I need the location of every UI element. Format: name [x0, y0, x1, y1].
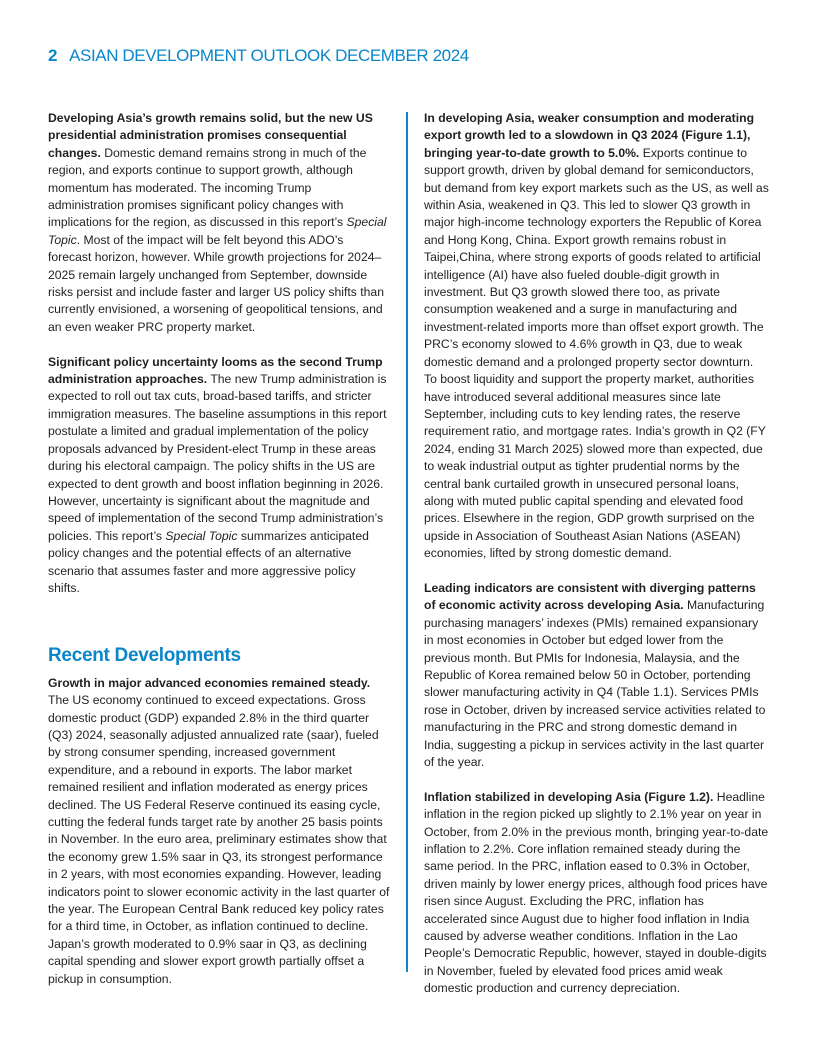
paragraph-lead: Significant policy uncertainty looms as the second Trump administration approaches. [48, 354, 383, 387]
paragraph-lead: Leading indicators are consistent with diverging patterns of economic activity across developing Asia. [424, 580, 756, 613]
paragraph-advanced-economies [48, 675, 390, 988]
running-header [48, 46, 469, 66]
paragraph-developing-asia-slowdown [424, 110, 769, 563]
paragraph-lead: Developing Asia’s growth remains solid, but the new US presidential administration promises consequential changes. [48, 111, 373, 160]
special-topic-ref: Special Topic [48, 215, 387, 247]
publication-title: ASIAN DEVELOPMENT OUTLOOK DECEMBER 2024 [69, 46, 469, 65]
column-divider [406, 112, 408, 972]
paragraph-text: Domestic demand remains strong in much of the region, and exports continue to support growth, although momentum has moderated. The incoming Trump administration promises significant policy changes with implications for the region, as discussed in this report’s [48, 145, 367, 230]
paragraph-lead: In developing Asia, weaker consumption and moderating export growth led to a slowdown in Q3 2024 (Figure 1.1), bringing year-to-date growth to 5.0%. [424, 111, 755, 160]
paragraph-leading-indicators [424, 580, 769, 771]
paragraph-growth-solid [48, 110, 390, 336]
paragraph-lead: Growth in major advanced economies remained steady. [48, 675, 371, 690]
right-column [424, 110, 769, 1015]
paragraph-text: summarizes anticipated policy changes and the potential effects of an alternative scenario that assumes faster and more aggressive policy shifts. [48, 528, 369, 595]
special-topic-ref: Special Topic [165, 528, 238, 543]
paragraph-text: Headline inflation in the region picked up slightly to 2.1% year on year in October, from 2.0% in the previous month, bringing year-to-date inflation to 2.2%. Core inflation remained steady during the same period. In the PRC, inflation eased to 0.3% in October, driven mainly by lower energy prices, although food prices have risen since August. Excluding the PRC, inflation has accelerated since August due to higher food inflation in India caused by adverse weather conditions. Inflation in the Lao People’s Democratic Republic, however, stayed in double-digits in November, fueled by elevated food prices amid weak domestic production and currency depreciation. [424, 789, 769, 996]
paragraph-lead: Inflation stabilized in developing Asia (Figure 1.2). [424, 789, 714, 804]
paragraph-text: The new Trump administration is expected to roll out tax cuts, broad-based tariffs, and stricter immigration measures. The baseline assumptions in this report postulate a limited and gradual implementation of the policy proposals advanced by President-elect Trump in these areas during his electoral campaign. The policy shifts in the US are expected to dent growth and boost inflation beginning in 2026. However, uncertainty is significant about the magnitude and speed of implementation of the second Trump administration’s policies. This report’s [48, 372, 387, 543]
paragraph-text: Manufacturing purchasing managers’ indexes (PMIs) remained expansionary in most economies in October but edged lower from the previous month. But PMIs for Indonesia, Malaysia, and the Republic of Korea remained below 50 in October, portending slower manufacturing activity in Q4 (Table 1.1). Services PMIs rose in October, driven by increased service activities related to manufacturing in the PRC and strong domestic demand in India, suggesting a pickup in services activity in the last quarter of the year. [424, 598, 766, 770]
paragraph-inflation [424, 789, 769, 998]
paragraph-text: Exports continue to support growth, driven by global demand for semiconductors, but demand from key export markets such as the US, as well as within Asia, weakened in Q3. This led to slower Q3 growth in major high-income technology exporters the Republic of Korea and Hong Kong, China. Export growth remains robust in Taipei,China, where strong exports of goods related to artificial intelligence (AI) have also fueled double-digit growth in investment. But Q3 growth slowed there too, as private consumption weakened and a surge in manufacturing and investment-related imports more than offset export growth. The PRC’s economy slowed to 4.6% growth in Q3, due to weak domestic demand and a prolonged property sector downturn. To boost liquidity and support the property market, authorities have introduced several additional measures since late September, including cuts to key lending rates, the reserve requirement ratio, and mortgage rates. India’s growth in Q2 (FY 2024, ending 31 March 2025) slowed more than expected, due to weak industrial output as tighter prudential norms by the central bank curtailed growth in unsecured personal loans, along with muted public capital spending and elevated food prices. Elsewhere in the region, GDP growth surprised on the upside in Association of Southeast Asian Nations (ASEAN) economies, lifted by strong domestic demand. [424, 145, 769, 561]
page-number: 2 [48, 46, 58, 65]
section-heading: Recent Developments [48, 644, 241, 666]
paragraph-policy-uncertainty [48, 354, 390, 598]
paragraph-text: . Most of the impact will be felt beyond this ADO’s forecast horizon, however. While growth projections for 2024–2025 remain largely unchanged from September, downside risks persist and include faster and larger US policy shifts than currently envisioned, a worsening of geopolitical tensions, and an even weaker PRC property market. [48, 232, 384, 334]
paragraph-text: The US economy continued to exceed expectations. Gross domestic product (GDP) expanded 2.8% in the third quarter (Q3) 2024, seasonally adjusted annualized rate (saar), fueled by strong consumer spending, increased government expenditure, and a rebound in exports. The labor market remained resilient and inflation moderated as energy prices declined. The US Federal Reserve continued its easing cycle, cutting the federal funds target rate by another 25 basis points in November. In the euro area, preliminary estimates show that the economy grew 1.5% saar in Q3, its strongest performance in 2 years, with most economies expanding. However, leading indicators point to slower economic activity in the last quarter of the year. The European Central Bank reduced key policy rates for a third time, in October, as inflation continued to decline. Japan’s growth moderated to 0.9% saar in Q3, as declining capital spending and slower export growth partially offset a pickup in consumption. [48, 693, 390, 986]
left-column [48, 110, 390, 1005]
